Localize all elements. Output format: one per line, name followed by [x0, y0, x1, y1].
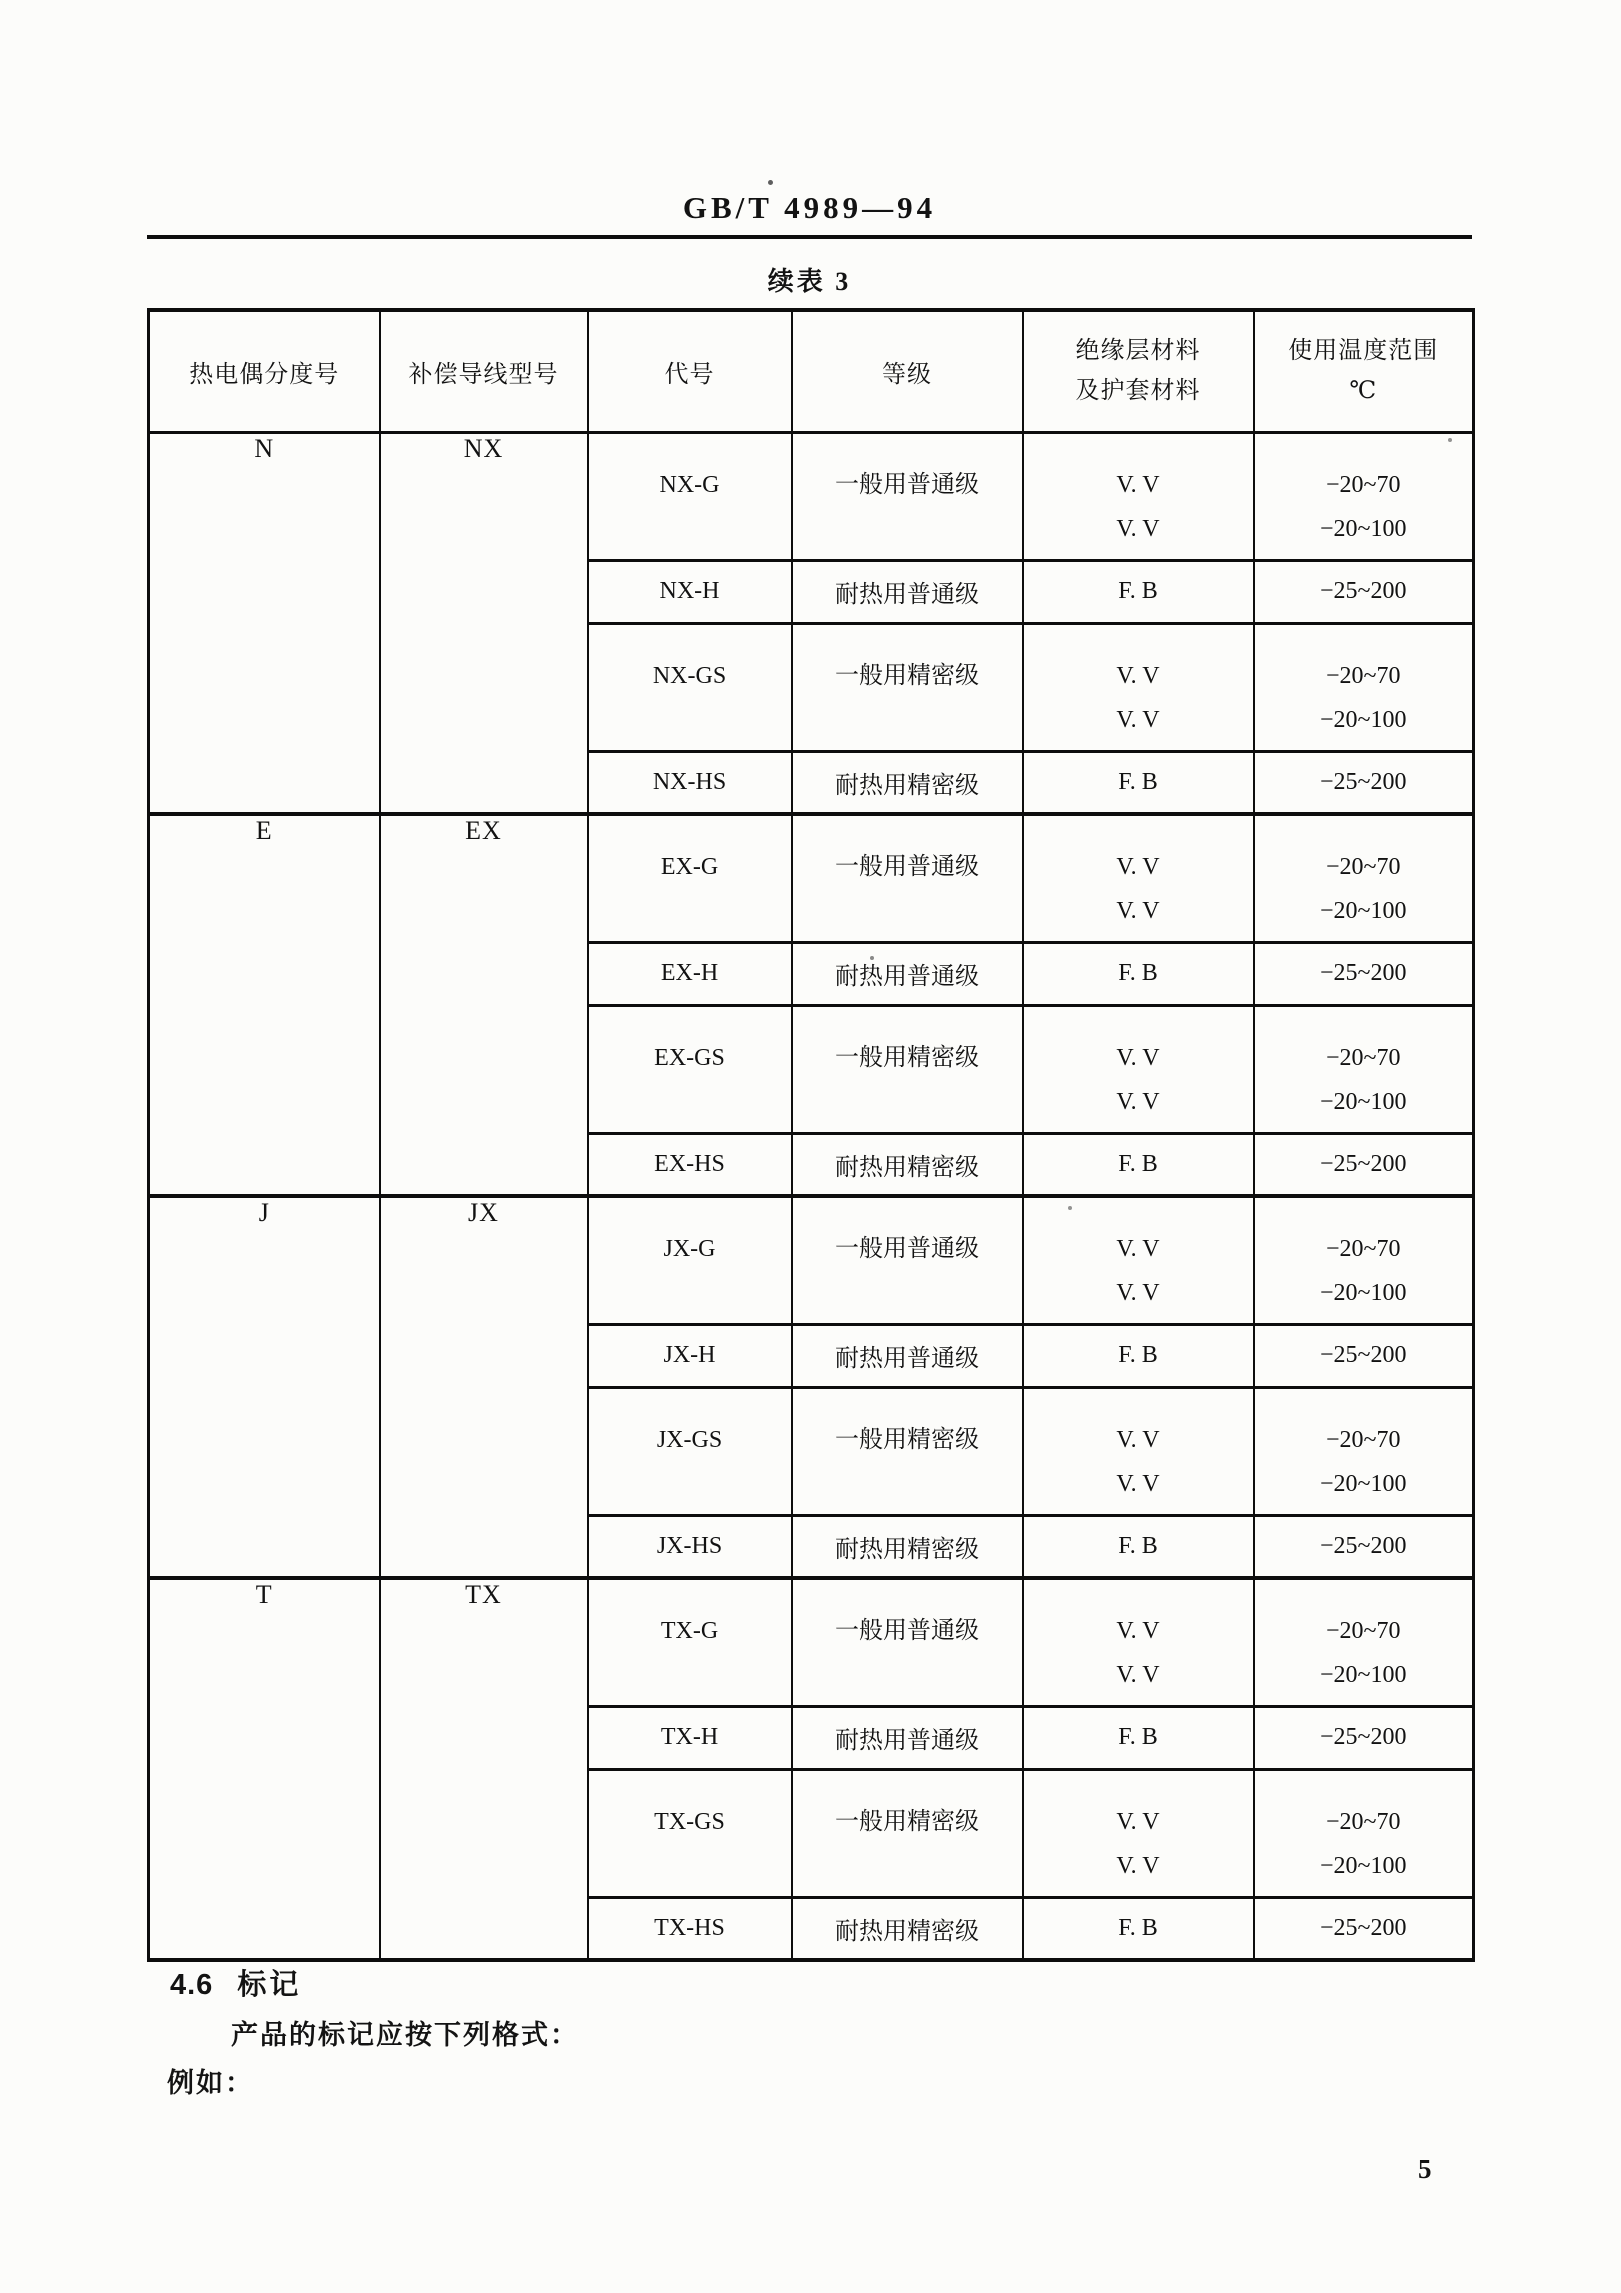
grade-cell: 耐热用普通级	[792, 560, 1023, 623]
temp-range-cell: −25~200	[1254, 1515, 1474, 1578]
thermocouple-type-cell: N	[149, 432, 380, 814]
cable-model-cell: TX	[380, 1578, 588, 1960]
materials-cell: V. V V. V	[1023, 1005, 1254, 1133]
grade-cell: 耐热用精密级	[792, 1897, 1023, 1960]
code-cell: NX-HS	[588, 751, 792, 814]
example-label: 例如：	[167, 2068, 254, 2098]
col-header-temp-range-unit: ℃	[1349, 378, 1378, 405]
temp-range-cell: −25~200	[1254, 1133, 1474, 1196]
section-heading	[170, 1962, 301, 2003]
code-cell: JX-G	[588, 1196, 792, 1324]
temp-range-cell: −20~70 −20~100	[1254, 623, 1474, 751]
page-number: 5	[1418, 2154, 1432, 2184]
body-paragraph: 产品的标记应按下列格式：	[231, 2020, 579, 2050]
materials-cell: V. V V. V	[1023, 814, 1254, 942]
code-cell: TX-GS	[588, 1769, 792, 1897]
temp-range-cell: −25~200	[1254, 560, 1474, 623]
grade-cell: 一般用普通级	[792, 1196, 1023, 1324]
temp-range-cell: −20~70 −20~100	[1254, 814, 1474, 942]
grade-cell: 一般用普通级	[792, 814, 1023, 942]
col-header-thermocouple-type: 热电偶分度号	[149, 310, 380, 432]
thermocouple-type-cell: J	[149, 1196, 380, 1578]
col-header-materials	[1023, 310, 1254, 432]
code-cell: TX-H	[588, 1706, 792, 1769]
cable-model-cell: JX	[380, 1196, 588, 1578]
grade-cell: 一般用精密级	[792, 1387, 1023, 1515]
temp-range-cell: −20~70 −20~100	[1254, 1005, 1474, 1133]
code-cell: JX-GS	[588, 1387, 792, 1515]
code-cell: JX-HS	[588, 1515, 792, 1578]
temp-range-cell: −25~200	[1254, 751, 1474, 814]
materials-cell: F. B	[1023, 1897, 1254, 1960]
materials-cell: V. V V. V	[1023, 1196, 1254, 1324]
materials-cell: F. B	[1023, 1133, 1254, 1196]
code-cell: EX-H	[588, 942, 792, 1005]
grade-cell: 一般用普通级	[792, 1578, 1023, 1706]
thermocouple-type-cell: E	[149, 814, 380, 1196]
table-row	[149, 814, 1474, 942]
temp-range-cell: −25~200	[1254, 1897, 1474, 1960]
col-header-materials-line1: 绝缘层材料	[1075, 338, 1201, 365]
temp-range-cell: −20~70 −20~100	[1254, 1387, 1474, 1515]
grade-cell: 一般用精密级	[792, 1769, 1023, 1897]
table-row	[149, 1196, 1474, 1324]
col-header-materials-line2: 及护套材料	[1075, 378, 1201, 405]
thermocouple-type-cell: T	[149, 1578, 380, 1960]
table-header-row	[149, 310, 1474, 432]
col-header-temp-range-line1: 使用温度范围	[1288, 338, 1439, 365]
code-cell: EX-HS	[588, 1133, 792, 1196]
col-header-temp-range	[1254, 310, 1474, 432]
compensating-cable-table	[147, 308, 1475, 1962]
temp-range-cell: −20~70 −20~100	[1254, 1769, 1474, 1897]
col-header-code: 代号	[588, 310, 792, 432]
temp-range-cell: −25~200	[1254, 1324, 1474, 1387]
code-cell: EX-GS	[588, 1005, 792, 1133]
table-caption: 续表 3	[767, 267, 852, 296]
materials-cell: V. V V. V	[1023, 623, 1254, 751]
grade-cell: 一般用普通级	[792, 432, 1023, 560]
grade-cell: 耐热用精密级	[792, 1515, 1023, 1578]
materials-cell: F. B	[1023, 942, 1254, 1005]
scan-speck	[1448, 438, 1452, 442]
grade-cell: 耐热用普通级	[792, 1706, 1023, 1769]
code-cell: JX-H	[588, 1324, 792, 1387]
scan-speck	[870, 956, 874, 960]
temp-range-cell: −25~200	[1254, 1706, 1474, 1769]
code-cell: TX-HS	[588, 1897, 792, 1960]
code-cell: NX-H	[588, 560, 792, 623]
materials-cell: F. B	[1023, 751, 1254, 814]
materials-cell: F. B	[1023, 1706, 1254, 1769]
materials-cell: V. V V. V	[1023, 1578, 1254, 1706]
materials-cell: F. B	[1023, 560, 1254, 623]
section-title: 标记	[237, 1969, 302, 2001]
temp-range-cell: −20~70 −20~100	[1254, 1578, 1474, 1706]
code-cell: NX-G	[588, 432, 792, 560]
grade-cell: 耐热用精密级	[792, 751, 1023, 814]
grade-cell: 耐热用精密级	[792, 1133, 1023, 1196]
materials-cell: F. B	[1023, 1515, 1254, 1578]
grade-cell: 耐热用普通级	[792, 942, 1023, 1005]
grade-cell: 耐热用普通级	[792, 1324, 1023, 1387]
scan-speck	[768, 180, 773, 185]
grade-cell: 一般用精密级	[792, 1005, 1023, 1133]
code-cell: TX-G	[588, 1578, 792, 1706]
temp-range-cell: −25~200	[1254, 942, 1474, 1005]
cable-model-cell: NX	[380, 432, 588, 814]
materials-cell: V. V V. V	[1023, 1769, 1254, 1897]
materials-cell: F. B	[1023, 1324, 1254, 1387]
code-cell: EX-G	[588, 814, 792, 942]
code-cell: NX-GS	[588, 623, 792, 751]
scan-speck	[1068, 1206, 1072, 1210]
materials-cell: V. V V. V	[1023, 432, 1254, 560]
col-header-cable-model: 补偿导线型号	[380, 310, 588, 432]
cable-model-cell: EX	[380, 814, 588, 1196]
temp-range-cell: −20~70 −20~100	[1254, 1196, 1474, 1324]
materials-cell: V. V V. V	[1023, 1387, 1254, 1515]
section-number: 4.6	[170, 1969, 214, 2001]
grade-cell: 一般用精密级	[792, 623, 1023, 751]
header-rule	[147, 235, 1472, 239]
table-row	[149, 1578, 1474, 1706]
table-row	[149, 432, 1474, 560]
col-header-grade: 等级	[792, 310, 1023, 432]
page-title: GB/T 4989—94	[682, 190, 937, 225]
temp-range-cell: −20~70 −20~100	[1254, 432, 1474, 560]
